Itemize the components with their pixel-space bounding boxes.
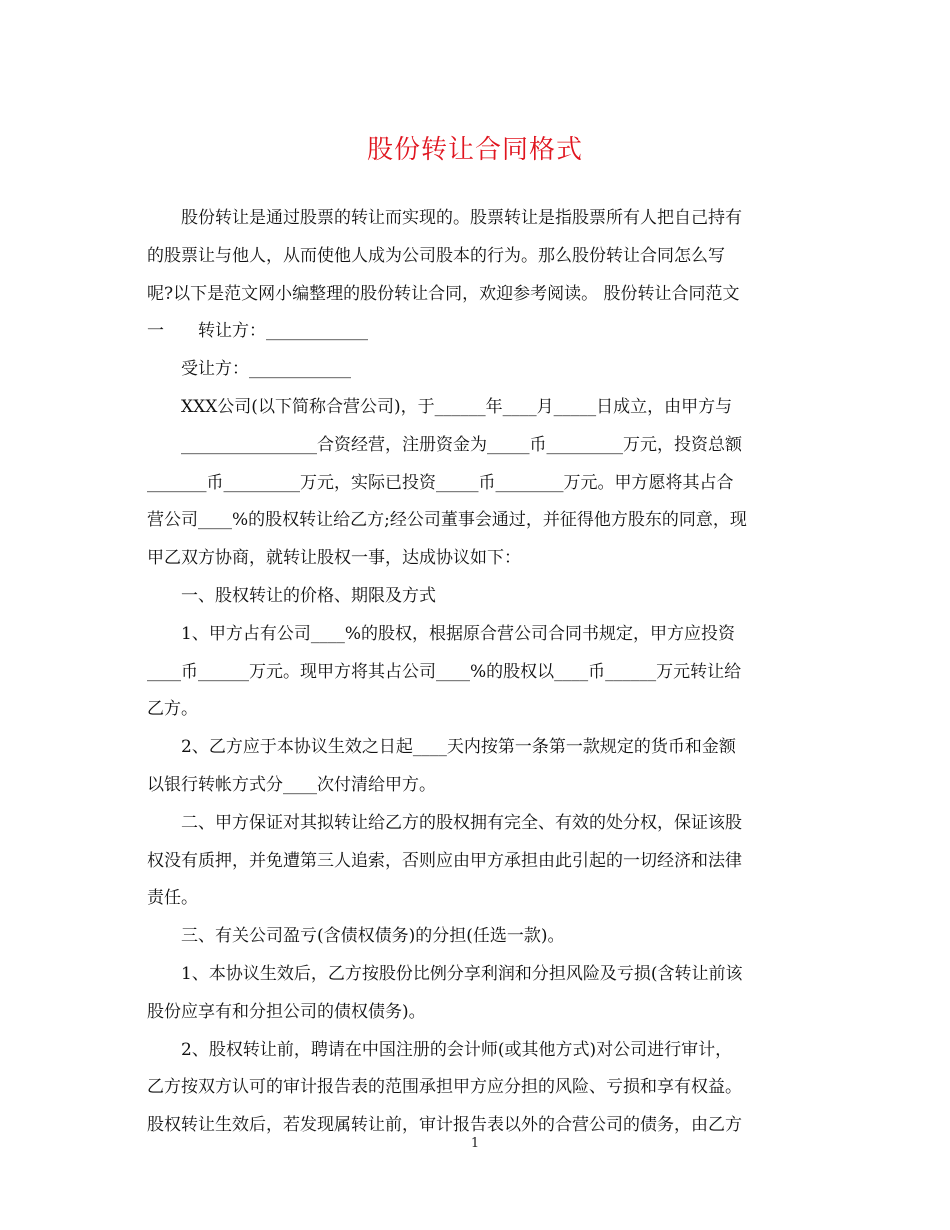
- text-line: ________________合资经营，注册资金为_____币_________万元，投资总额: [147, 434, 742, 455]
- text-line: 三、有关公司盈亏(含债权债务)的分担(任选一款)。: [147, 926, 565, 947]
- text-line: XXX公司(以下简称合营公司)，于______年____月_____日成立，由甲方与: [147, 396, 733, 417]
- text-line: 1、本协议生效后，乙方按股份比例分享利润和分担风险及亏损(含转让前该: [147, 963, 743, 984]
- text-line: 以银行转帐方式分____次付清给甲方。: [147, 774, 436, 795]
- text-line: 2、股权转让前，聘请在中国注册的会计师(或其他方式)对公司进行审计，: [147, 1039, 733, 1060]
- text-line: 乙方。: [147, 699, 198, 720]
- document-body: [147, 200, 801, 1145]
- text-line: 责任。: [147, 888, 198, 909]
- text-line: ____币______万元。现甲方将其占公司____%的股权以____币______万元转让给: [147, 661, 742, 682]
- text-line: 股权转让生效后，若发现属转让前，审计报告表以外的合营公司的债务，由乙方: [147, 1115, 742, 1136]
- page-number: 1: [470, 1136, 480, 1151]
- text-line: _______币_________万元，实际已投资_____币________万元。甲方愿将其占合: [147, 472, 734, 493]
- text-line: 的股票让与他人，从而使他人成为公司股本的行为。那么股份转让合同怎么写: [147, 245, 725, 266]
- text-line: 二、甲方保证对其拟转让给乙方的股权拥有完全、有效的处分权，保证该股: [147, 812, 742, 833]
- text-line: 营公司____%的股权转让给乙方;经公司董事会通过，并征得他方股东的同意，现: [147, 510, 747, 531]
- text-line: 呢?以下是范文网小编整理的股份转让合同，欢迎参考阅读。 股份转让合同范文: [147, 283, 740, 304]
- text-line: 1、甲方占有公司____%的股权，根据原合营公司合同书规定，甲方应投资: [147, 623, 735, 644]
- text-line: 2、乙方应于本协议生效之日起____天内按第一条第一款规定的货币和金额: [147, 737, 736, 758]
- text-line: 一 转让方：____________: [147, 321, 368, 342]
- text-line: 乙方按双方认可的审计报告表的范围承担甲方应分担的风险、亏损和享有权益。: [147, 1077, 742, 1098]
- document-title: 股份转让合同格式: [366, 135, 583, 165]
- text-line: 股份转让是通过股票的转让而实现的。股票转让是指股票所有人把自己持有: [147, 208, 742, 228]
- text-line: 一、股权转让的价格、期限及方式: [147, 585, 436, 606]
- text-line: 受让方：____________: [147, 359, 351, 380]
- text-line: 权没有质押，并免遭第三人追索，否则应由甲方承担由此引起的一切经济和法律: [147, 850, 742, 871]
- text-line: 股份应享有和分担公司的债权债务)。: [147, 1001, 426, 1022]
- text-line: 甲乙双方协商，就转让股权一事，达成协议如下：: [147, 548, 521, 569]
